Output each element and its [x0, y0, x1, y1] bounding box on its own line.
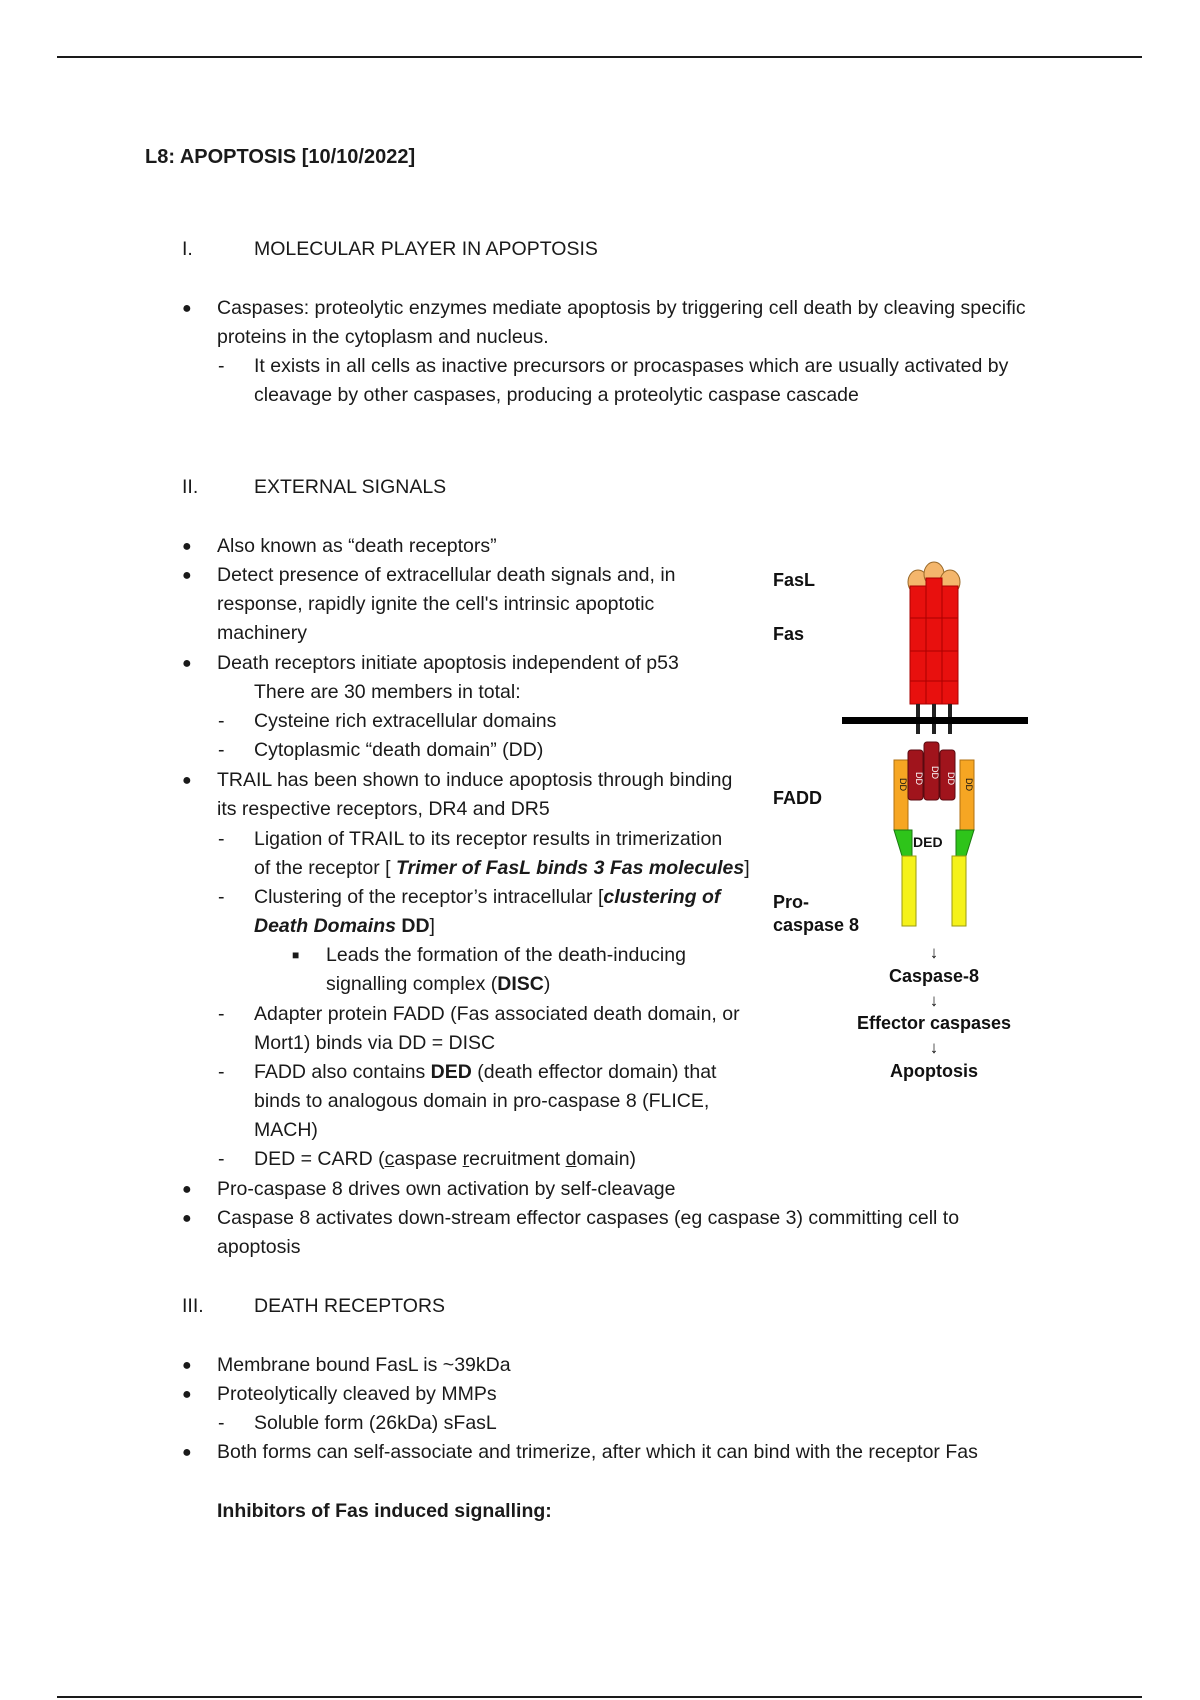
dash-icon: -: [218, 355, 225, 377]
procaspase-8: [902, 856, 966, 926]
page-title: L8: APOPTOSIS [10/10/2022]: [145, 146, 416, 168]
bullet-icon: ●: [182, 655, 192, 672]
dd-label: DD: [914, 772, 924, 785]
apoptosis-step: Apoptosis: [890, 1061, 978, 1081]
bullet-icon: ●: [182, 1210, 192, 1227]
fas-receptor-chain: [926, 578, 942, 704]
list-item: Both forms can self-associate and trimerize, after which it can bind with the receptor Fas: [217, 1441, 978, 1463]
ded-domain: [894, 830, 912, 856]
list-item: Proteolytically cleaved by MMPs: [217, 1383, 497, 1405]
list-item: Death receptors initiate apoptosis independent of p53: [217, 652, 679, 674]
list-item: Membrane bound FasL is ~39kDa: [217, 1354, 511, 1376]
list-item: Pro-caspase 8 drives own activation by self-cleavage: [217, 1178, 676, 1200]
list-item: Mort1) binds via DD = DISC: [254, 1032, 496, 1054]
list-item: Adapter protein FADD (Fas associated death domain, or: [254, 1003, 740, 1025]
list-item: Caspases: proteolytic enzymes mediate apoptosis by triggering cell death by cleaving specific: [217, 297, 1026, 319]
list-item: of the receptor [ Trimer of FasL binds 3 Fas molecules]: [254, 857, 750, 879]
list-item: Ligation of TRAIL to its receptor results in trimerization: [254, 828, 723, 850]
bullet-icon: ●: [182, 538, 192, 555]
bullet-icon: ●: [182, 1181, 192, 1198]
list-item: Clustering of the receptor’s intracellular [clustering of: [254, 886, 721, 908]
list-item: its respective receptors, DR4 and DR5: [217, 798, 550, 820]
section-number: I.: [182, 238, 193, 260]
bullet-icon: ●: [182, 772, 192, 789]
section-title: EXTERNAL SIGNALS: [254, 476, 447, 498]
square-bullet-icon: ■: [292, 948, 300, 962]
bullet-icon: ●: [182, 1386, 192, 1403]
list-item: There are 30 members in total:: [254, 681, 521, 703]
fadd-adaptor: [960, 760, 974, 830]
procaspase-8-chain: [952, 856, 966, 926]
dash-icon: -: [218, 1412, 225, 1434]
list-item: Soluble form (26kDa) sFasL: [254, 1412, 497, 1434]
list-item: Death Domains DD]: [254, 915, 435, 937]
ded-domains: [894, 830, 974, 856]
arrow-icon: ↓: [929, 943, 939, 962]
ded-domain: [956, 830, 974, 856]
list-item: cleavage by other caspases, producing a proteolytic caspase cascade: [254, 384, 859, 406]
dash-icon: -: [218, 886, 225, 908]
subheading: Inhibitors of Fas induced signalling:: [217, 1500, 552, 1522]
section-title: DEATH RECEPTORS: [254, 1295, 446, 1317]
section-number: II.: [182, 476, 199, 498]
list-item: DED = CARD (caspase recruitment domain): [254, 1148, 637, 1170]
bullet-icon: ●: [182, 300, 192, 317]
dd-label: DD: [930, 766, 940, 779]
dash-icon: -: [218, 710, 225, 732]
list-item: Cysteine rich extracellular domains: [254, 710, 557, 732]
list-item: Leads the formation of the death-inducing: [326, 944, 686, 966]
list-item: Also known as “death receptors”: [217, 535, 497, 557]
dash-icon: -: [218, 828, 225, 850]
list-item: Caspase 8 activates down-stream effector caspases (eg caspase 3) committing cell to: [217, 1207, 960, 1229]
list-item: binds to analogous domain in pro-caspase 8 (FLICE,: [254, 1090, 710, 1112]
list-item: It exists in all cells as inactive precursors or procaspases which are usually activated by: [254, 355, 1009, 377]
arrow-icon: ↓: [929, 1038, 939, 1057]
fasl-label: FasL: [773, 570, 816, 590]
bullet-icon: ●: [182, 1357, 192, 1374]
procaspase-label: caspase 8: [773, 915, 860, 935]
section-number: III.: [182, 1295, 204, 1317]
list-item: apoptosis: [217, 1236, 301, 1258]
caspase-8-step: Caspase-8: [888, 966, 980, 986]
dash-icon: -: [218, 739, 225, 761]
bottom-rule: [57, 1696, 1142, 1698]
dash-icon: -: [218, 1148, 225, 1170]
top-rule: [57, 56, 1142, 58]
bullet-icon: ●: [182, 1444, 192, 1461]
list-item: response, rapidly ignite the cell's intrinsic apoptotic: [217, 593, 655, 615]
fas-receptor-extracellular: [910, 578, 958, 704]
dash-icon: -: [218, 1003, 225, 1025]
fadd-adaptor: [894, 760, 908, 830]
dd-label: DD: [946, 772, 956, 785]
fas-label: Fas: [773, 624, 805, 644]
cell-membrane: [842, 717, 1028, 724]
dd-label: DD: [898, 778, 908, 791]
fas-receptor-chain: [910, 586, 926, 704]
dd-label: DD: [964, 778, 974, 791]
list-item: MACH): [254, 1119, 318, 1141]
list-item: proteins in the cytoplasm and nucleus.: [217, 326, 549, 348]
list-item: machinery: [217, 622, 307, 644]
fas-receptor-chain: [942, 586, 958, 704]
effector-caspases-step: Effector caspases: [856, 1013, 1012, 1033]
procaspase-label: Pro-: [773, 892, 809, 912]
arrow-icon: ↓: [929, 991, 939, 1010]
fas-signaling-diagram: [773, 556, 1040, 1096]
section-title: MOLECULAR PLAYER IN APOPTOSIS: [254, 238, 598, 260]
list-item: Detect presence of extracellular death signals and, in: [217, 564, 676, 586]
dash-icon: -: [218, 1061, 225, 1083]
list-item: Cytoplasmic “death domain” (DD): [254, 739, 544, 761]
fadd-label: FADD: [773, 788, 822, 808]
list-item: signalling complex (DISC): [326, 973, 551, 995]
bullet-icon: ●: [182, 567, 192, 584]
ded-label: DED: [913, 834, 943, 850]
list-item: FADD also contains DED (death effector domain) that: [254, 1061, 717, 1083]
list-item: TRAIL has been shown to induce apoptosis through binding: [217, 769, 733, 791]
procaspase-8-chain: [902, 856, 916, 926]
